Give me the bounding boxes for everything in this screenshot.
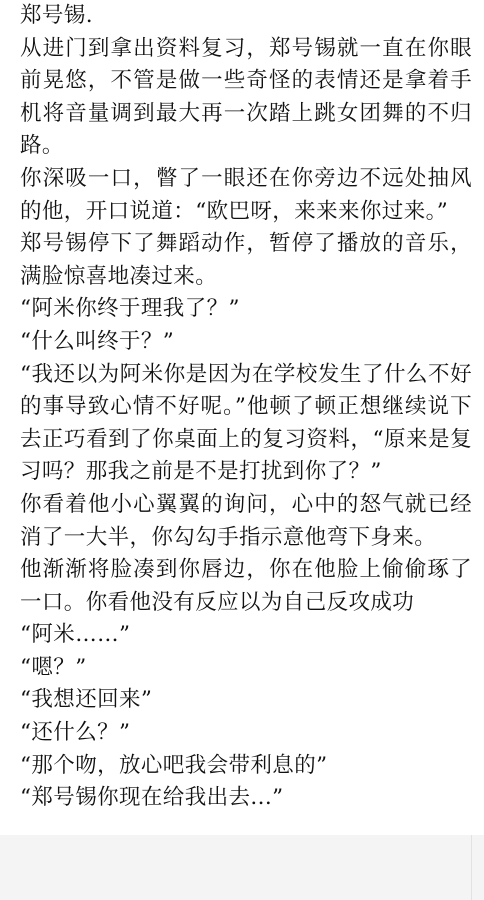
paragraph: 郑号锡停下了舞蹈动作，暂停了播放的音乐，满脸惊喜地凑过来。	[20, 231, 472, 289]
dialogue-line: “阿米……”	[20, 622, 131, 648]
dialogue-line: “郑号锡你现在给我出去...”	[20, 785, 284, 811]
dialogue-line: “阿米你终于理我了？”	[20, 296, 240, 322]
paragraph: “我还以为阿米你是因为在学校发生了什么不好的事导致心情不好呢。”他顿了顿正想继续说下去正巧看到了你桌面上的复习资料，“原来是复习吗？那我之前是不是打扰到你了？”	[20, 361, 472, 485]
story-text	[20, 0, 472, 815]
dialogue-line: “那个吻，放心吧我会带利息的”	[20, 752, 328, 778]
dialogue-line: “我想还回来”	[20, 687, 153, 713]
paragraph: 从进门到拿出资料复习，郑号锡就一直在你眼前晃悠，不管是做一些奇怪的表情还是拿着手机将音量调到最大再一次踏上跳女团舞的不归路。	[20, 35, 472, 159]
paragraph-title: 郑号锡.	[20, 3, 93, 28]
dialogue-line: “嗯？”	[20, 654, 87, 680]
paragraph: 你深吸一口，瞥了一眼还在你旁边不远处抽风的他，开口说道：“欧巴呀，来来来你过来。”	[20, 165, 472, 224]
paragraph: 你看着他小心翼翼的询问，心中的怒气就已经消了一大半，你勾勾手指示意他弯下身来。	[20, 491, 472, 550]
paragraph: 他渐渐将脸凑到你唇边，你在他脸上偷偷琢了一口。你看他没有反应以为自己反攻成功	[20, 557, 472, 615]
dialogue-line: “什么叫终于？”	[20, 328, 175, 354]
band-edge-divider	[471, 835, 472, 900]
dialogue-line: “还什么？”	[20, 720, 131, 746]
lower-background-band	[0, 835, 484, 900]
